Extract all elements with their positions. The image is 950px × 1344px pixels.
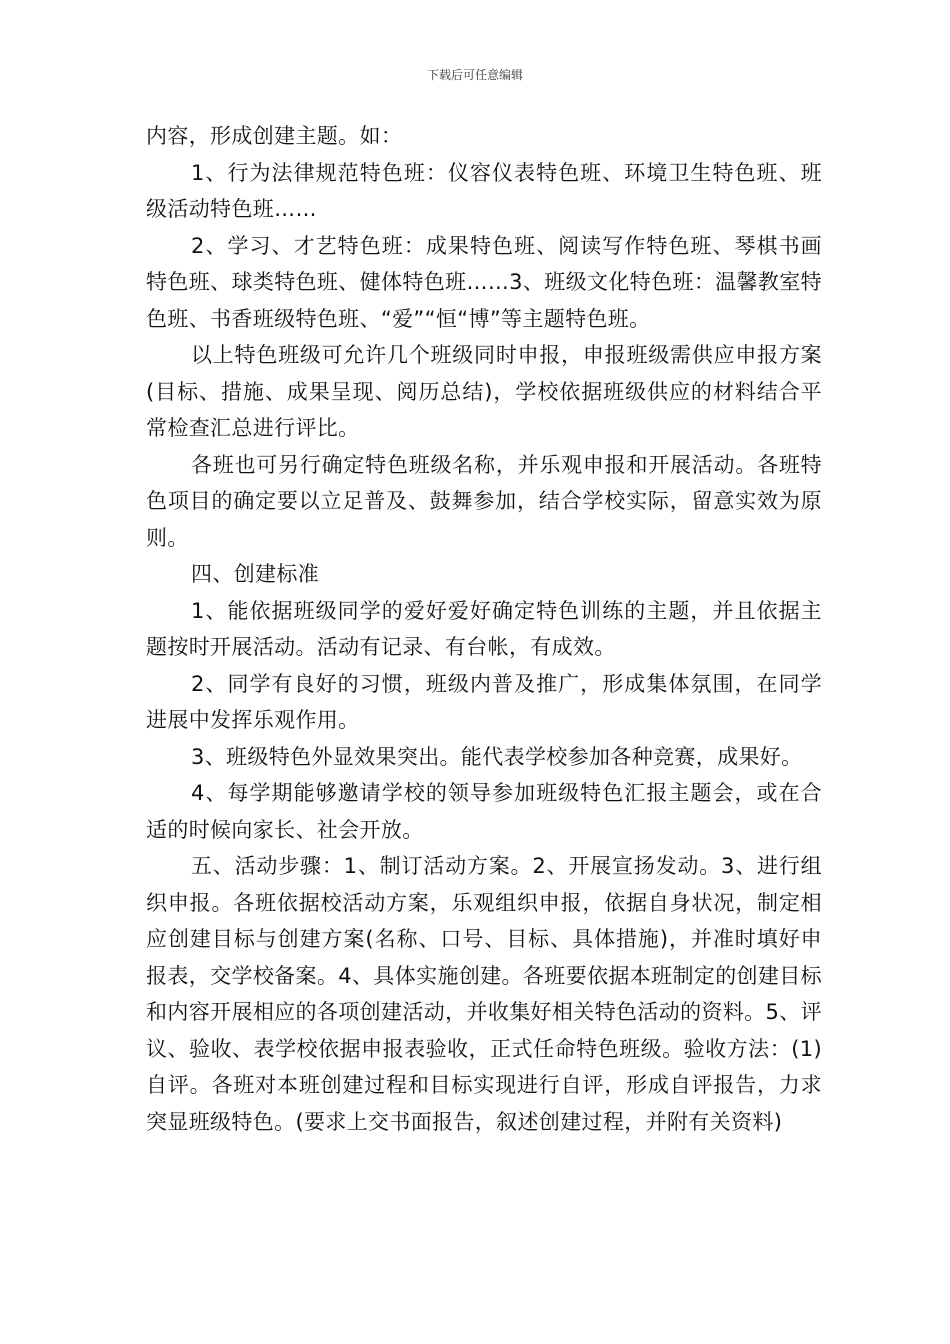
paragraph-5: 各班也可另行确定特色班级名称，并乐观申报和开展活动。各班特色项目的确定要以立足普及、鼓舞参加，结合学校实际，留意实效为原则。 — [146, 452, 822, 550]
section-heading-4: 四、创建标准 — [191, 562, 320, 586]
paragraph-11: 五、活动步骤：1、制订活动方案。2、开展宣扬发动。3、进行组织申报。各班依据校活动方案，乐观组织申报，依据自身状况，制定相应创建目标与创建方案(名称、口号、目标、具体措施)，并准时填好申报表，交学校备案。4、具体实施创建。各班要依据本班制定的创建目标和内容开展相应的各项创建活动，并收集好相关特色活动的资料。5、评议、验收、表学校依据申报表验收，正式任命特色班级。验收方法：(1)自评。各班对本班创建过程和目标实现进行自评，形成自评报告，力求突显班级特色。(要求上交书面报告，叙述创建过程，并附有关资料) — [146, 854, 822, 1134]
page-header: 下载后可任意编辑 — [426, 68, 523, 82]
paragraph-10: 4、每学期能够邀请学校的领导参加班级特色汇报主题会，或在合适的时候向家长、社会开放。 — [146, 781, 822, 842]
paragraph-4: 以上特色班级可允许几个班级同时申报，申报班级需供应申报方案(目标、措施、成果呈现、阅历总结)，学校依据班级供应的材料结合平常检查汇总进行评比。 — [146, 343, 822, 440]
paragraph-1: 内容，形成创建主题。如： — [146, 124, 403, 148]
document-body — [146, 118, 822, 1140]
paragraph-7: 1、能依据班级同学的爱好爱好确定特色训练的主题，并且依据主题按时开展活动。活动有记录、有台帐，有成效。 — [146, 598, 822, 659]
paragraph-9: 3、班级特色外显效果突出。能代表学校参加各种竞赛，成果好。 — [191, 744, 803, 769]
paragraph-8: 2、同学有良好的习惯，班级内普及推广，形成集体氛围，在同学进展中发挥乐观作用。 — [146, 671, 822, 732]
paragraph-3: 2、学习、才艺特色班：成果特色班、阅读写作特色班、琴棋书画特色班、球类特色班、健体特色班……3、班级文化特色班：温馨教室特色班、书香班级特色班、“爱”“恒“博”等主题特色班。 — [146, 233, 822, 331]
paragraph-2: 1、行为法律规范特色班：仪容仪表特色班、环境卫生特色班、班级活动特色班…… — [146, 160, 822, 221]
